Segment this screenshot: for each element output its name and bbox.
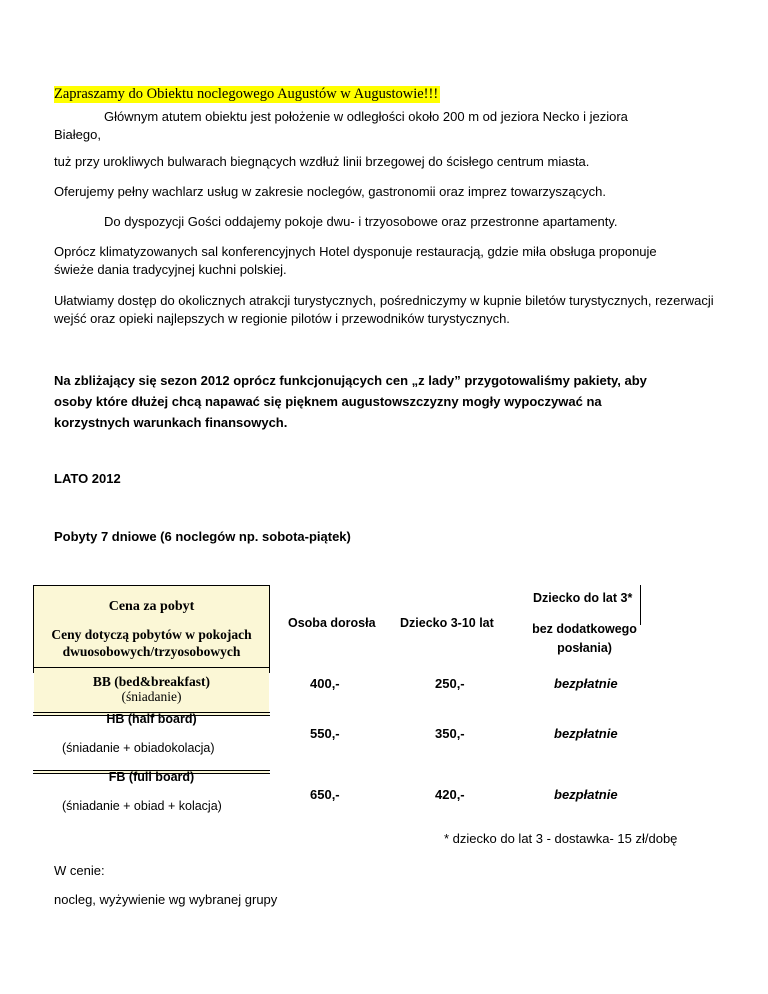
header-price-title: Cena za pobyt [108, 599, 195, 614]
table-border-top [33, 585, 270, 586]
included-item: nocleg, wyżywienie wg wybranej grupy [54, 892, 278, 907]
intro-paragraph-2: tuż przy urokliwych bulwarach biegnących wzdłuż linii brzegowej do ścisłego centrum miasta. [54, 154, 590, 169]
included-label: W cenie: [54, 863, 105, 878]
row-fb-name: FB (full board) [108, 770, 195, 784]
header-child: Dziecko 3-10 lat [400, 616, 494, 630]
intro-paragraph-1-line-2: Białego, [54, 127, 101, 142]
row-bb-desc: (śniadanie) [121, 689, 182, 704]
stay-label: Pobyty 7 dniowe (6 noclegów np. sobota-piątek) [54, 529, 351, 544]
season-label: LATO 2012 [54, 471, 121, 486]
table-border-right [640, 585, 641, 625]
row-hb-desc: (śniadanie + obiadokolacja) [62, 741, 215, 755]
header-infant-line2: bez dodatkowego posłania) [532, 622, 637, 655]
table-footnote: * dziecko do lat 3 - dostawka- 15 zł/dobę [444, 831, 678, 846]
row-hb-child: 350,- [435, 726, 465, 741]
intro-paragraph-6: Ułatwiamy dostęp do okolicznych atrakcji turystycznych, pośredniczymy w kupnie biletów turystycznych, rezerwacji wejść oraz opieki najlepszych w regionie pilotów i przewodników turystycznych. [54, 293, 714, 326]
row-fb-desc: (śniadanie + obiad + kolacja) [62, 799, 222, 813]
header-infant-line1: Dziecko do lat 3* [533, 591, 633, 605]
row-hb-infant: bezpłatnie [554, 726, 618, 741]
table-border-row1 [33, 667, 270, 668]
row-fb-adult: 650,- [310, 787, 340, 802]
intro-paragraph-5: Oprócz klimatyzowanych sal konferencyjnych Hotel dysponuje restauracją, gdzie miła obsługa proponuje świeże dania tradycyjnej kuchni polskiej. [54, 244, 657, 277]
row-bb-infant: bezpłatnie [554, 676, 618, 691]
intro-paragraph-4: Do dyspozycji Gości oddajemy pokoje dwu- i trzyosobowe oraz przestronne apartamenty. [104, 214, 618, 229]
header-adult: Osoba dorosła [288, 616, 376, 630]
table-border-mid [269, 585, 270, 673]
row-fb-infant: bezpłatnie [554, 787, 618, 802]
row-bb-child: 250,- [435, 676, 465, 691]
row-hb-adult: 550,- [310, 726, 340, 741]
row-bb-name: BB (bed&breakfast) [92, 674, 211, 689]
page-title: Zapraszamy do Obiektu noclegowego Augustów w Augustowie!!! [54, 86, 439, 102]
header-price-sub: Ceny dotyczą pobytów w pokojach dwuosobowych/trzyosobowych [51, 627, 252, 659]
season-offer-text: Na zbliżający się sezon 2012 oprócz funkcjonujących cen „z lady” przygotowaliśmy pakiety, aby osoby które dłużej chcą napawać się pięknem augustowszczyzny mogły wypoczywać na korzystnych warunkach finansowych. [54, 373, 647, 430]
intro-paragraph-1-line-1: Głównym atutem obiektu jest położenie w odległości około 200 m od jeziora Necko i jeziora [104, 109, 628, 124]
row-fb-child: 420,- [435, 787, 465, 802]
row-hb-name: HB (half board) [106, 712, 197, 726]
row-bb-adult: 400,- [310, 676, 340, 691]
intro-paragraph-3: Oferujemy pełny wachlarz usług w zakresie noclegów, gastronomii oraz imprez towarzyszących. [54, 184, 606, 199]
